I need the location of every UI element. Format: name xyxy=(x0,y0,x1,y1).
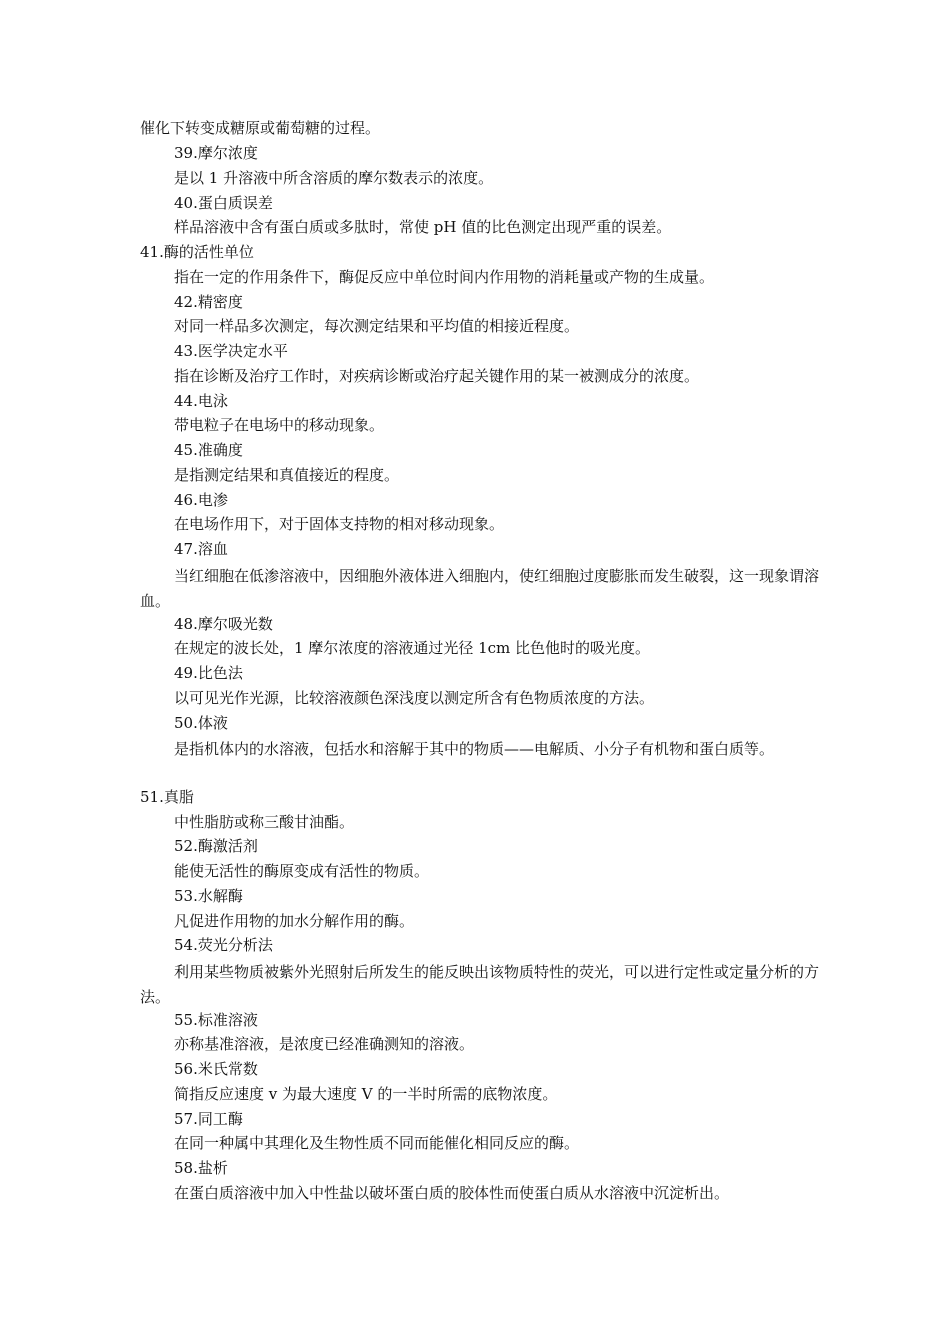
term-heading: 48.摩尔吸光数 xyxy=(174,615,273,633)
term-definition: 在规定的波长处，1 摩尔浓度的溶液通过光径 1cm 比色他时的吸光度。 xyxy=(174,639,651,657)
term-heading: 50.体液 xyxy=(174,714,228,732)
term-heading: 42.精密度 xyxy=(174,293,243,311)
term-definition: 在蛋白质溶液中加入中性盐以破坏蛋白质的胶体性而使蛋白质从水溶液中沉淀析出。 xyxy=(174,1184,730,1202)
term-definition: 在电场作用下，对于固体支持物的相对移动现象。 xyxy=(174,515,505,533)
text-line: 催化下转变成糖原或葡萄糖的过程。 xyxy=(140,119,381,137)
term-definition: 对同一样品多次测定，每次测定结果和平均值的相接近程度。 xyxy=(174,317,580,335)
term-definition: 指在诊断及治疗工作时，对疾病诊断或治疗起关键作用的某一被测成分的浓度。 xyxy=(174,367,700,385)
term-heading: 51.真脂 xyxy=(140,788,194,806)
term-definition: 中性脂肪或称三酸甘油酯。 xyxy=(174,813,355,831)
term-heading: 49.比色法 xyxy=(174,664,243,682)
term-definition: 以可见光作光源，比较溶液颜色深浅度以测定所含有色物质浓度的方法。 xyxy=(174,689,655,707)
term-definition: 当红细胞在低渗溶液中，因细胞外液体进入细胞内，使红细胞过度膨胀而发生破裂，这一现象谓溶血。 xyxy=(140,567,820,610)
term-heading: 43.医学决定水平 xyxy=(174,342,288,360)
term-heading: 47.溶血 xyxy=(174,540,228,558)
term-heading: 46.电渗 xyxy=(174,491,228,509)
term-definition: 是指机体内的水溶液，包括水和溶解于其中的物质——电解质、小分子有机物和蛋白质等。 xyxy=(174,740,775,758)
term-heading: 53.水解酶 xyxy=(174,887,243,905)
term-definition: 是指测定结果和真值接近的程度。 xyxy=(174,466,400,484)
term-heading: 44.电泳 xyxy=(174,392,228,410)
term-heading: 55.标准溶液 xyxy=(174,1011,258,1029)
term-heading: 52.酶激活剂 xyxy=(174,837,258,855)
term-definition: 指在一定的作用条件下，酶促反应中单位时间内作用物的消耗量或产物的生成量。 xyxy=(174,268,715,286)
term-definition: 简指反应速度 v 为最大速度 V 的一半时所需的底物浓度。 xyxy=(174,1085,558,1103)
term-heading: 54.荧光分析法 xyxy=(174,936,273,954)
term-definition: 是以 1 升溶液中所含溶质的摩尔数表示的浓度。 xyxy=(174,169,494,187)
term-definition: 亦称基准溶液，是浓度已经准确测知的溶液。 xyxy=(174,1035,475,1053)
term-heading: 39.摩尔浓度 xyxy=(174,144,258,162)
term-definition: 在同一种属中其理化及生物性质不同而能催化相同反应的酶。 xyxy=(174,1134,580,1152)
term-heading: 40.蛋白质误差 xyxy=(174,194,273,212)
term-definition: 能使无活性的酶原变成有活性的物质。 xyxy=(174,862,430,880)
term-definition: 样品溶液中含有蛋白质或多肽时，常使 pH 值的比色测定出现严重的误差。 xyxy=(174,218,672,236)
term-definition: 凡促进作用物的加水分解作用的酶。 xyxy=(174,912,415,930)
term-heading: 56.米氏常数 xyxy=(174,1060,258,1078)
term-heading: 41.酶的活性单位 xyxy=(140,243,254,261)
term-definition: 带电粒子在电场中的移动现象。 xyxy=(174,416,385,434)
term-heading: 45.准确度 xyxy=(174,441,243,459)
term-definition: 利用某些物质被紫外光照射后所发生的能反映出该物质特性的荧光，可以进行定性或定量分析的方法。 xyxy=(140,963,820,1006)
term-heading: 58.盐析 xyxy=(174,1159,228,1177)
term-heading: 57.同工酶 xyxy=(174,1110,243,1128)
